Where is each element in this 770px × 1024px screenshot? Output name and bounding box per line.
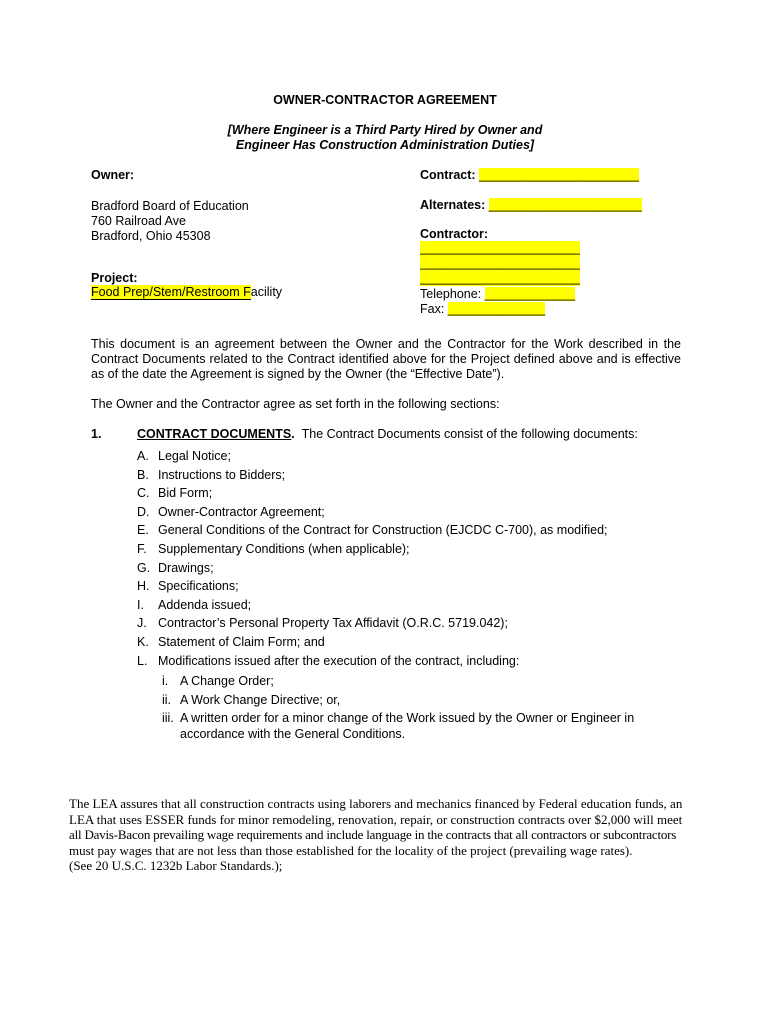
lea-line-2: LEA that uses ESSER funds for minor remodeling, renovation, repair, or construction contracts over $2,000 will meet xyxy=(69,811,683,827)
list-item-marker: C. xyxy=(137,486,150,501)
telephone-row xyxy=(420,287,575,301)
project-name-rest: acility xyxy=(250,285,283,299)
sub-list-item-text: A Change Order; xyxy=(180,674,274,688)
list-item-marker: K. xyxy=(137,635,149,649)
contractor-fields xyxy=(420,241,580,286)
section-heading: CONTRACT DOCUMENTS xyxy=(137,427,292,441)
list-item-marker: L. xyxy=(137,653,148,668)
list-item-text: Modifications issued after the execution of the contract, including: xyxy=(158,653,520,668)
alternates-label: Alternates: xyxy=(420,198,486,212)
contract-field[interactable]: _______________________ xyxy=(479,168,639,182)
list-item xyxy=(137,635,325,650)
list-item-text: Addenda issued; xyxy=(158,597,252,612)
list-item xyxy=(137,486,212,501)
section-intro-text: The Contract Documents consist of the following documents: xyxy=(301,427,638,441)
list-item-text: Contractor’s Personal Property Tax Affidavit (O.R.C. 5719.042); xyxy=(158,616,508,631)
contractor-field-1[interactable]: _______________________ xyxy=(420,241,580,255)
list-item-text: Supplementary Conditions (when applicable); xyxy=(158,542,410,556)
list-item-text: Bid Form; xyxy=(158,486,213,501)
section-number: 1. xyxy=(91,427,102,441)
intro-paragraph: This document is an agreement between the Owner and the Contractor for the Work described in the Contract Documents related to the Contract identified above for the Project defined above and is effective as of the date the Agreement is signed by the Owner (the “Effective Date”). xyxy=(91,337,681,381)
list-item xyxy=(137,561,214,576)
list-item-marker: J. xyxy=(137,616,147,631)
list-item-text: Instructions to Bidders; xyxy=(158,467,286,482)
list-item-marker: D. xyxy=(137,504,150,519)
list-item-text: Specifications; xyxy=(158,579,239,594)
list-item-marker: F. xyxy=(137,542,147,556)
project-name xyxy=(91,285,282,300)
sub-list-item-marker: ii. xyxy=(162,692,172,707)
contractor-label: Contractor: xyxy=(420,227,489,241)
project-label: Project: xyxy=(91,271,138,285)
list-item xyxy=(137,579,239,594)
lea-line-5: (See 20 U.S.C. 1232b Labor Standards.); xyxy=(69,858,283,873)
list-item-marker: E. xyxy=(137,523,149,538)
telephone-label: Telephone: xyxy=(420,287,482,301)
owner-name: Bradford Board of Education xyxy=(91,199,249,213)
list-item xyxy=(137,468,285,483)
subtitle-line-2: Engineer Has Construction Administration Duties] xyxy=(235,138,535,152)
owner-city: Bradford, Ohio 45308 xyxy=(91,229,211,243)
list-item-marker: B. xyxy=(137,467,149,482)
list-item xyxy=(137,542,410,557)
list-item-text: Legal Notice; xyxy=(158,449,231,463)
subitem-continuation: accordance with the General Conditions. xyxy=(180,727,406,741)
project-name-highlighted[interactable]: Food Prep/Stem/Restroom F xyxy=(91,285,251,299)
list-item xyxy=(137,505,325,520)
contract-row xyxy=(420,168,639,182)
sub-list-item-text: A Work Change Directive; or, xyxy=(180,692,341,707)
list-item-text: Drawings; xyxy=(158,560,214,575)
list-item xyxy=(137,598,251,613)
sub-list-item xyxy=(162,693,340,708)
agree-paragraph: The Owner and the Contractor agree as set forth in the following sections: xyxy=(91,397,500,411)
fax-label: Fax: xyxy=(420,302,445,316)
list-item-marker: A. xyxy=(137,449,149,463)
list-item-text: Statement of Claim Form; and xyxy=(158,635,325,649)
subtitle-line-1: [Where Engineer is a Third Party Hired by Owner and xyxy=(227,123,543,137)
telephone-field[interactable]: _____________ xyxy=(484,287,576,301)
list-item-marker: H. xyxy=(137,579,150,594)
contract-label: Contract: xyxy=(420,168,476,182)
section-heading-period: . xyxy=(291,427,295,441)
list-item-text: Owner-Contractor Agreement; xyxy=(158,504,325,519)
sub-list-item xyxy=(162,711,634,726)
sub-list-item-marker: iii. xyxy=(162,711,174,726)
lea-line-3: all Davis-Bacon prevailing wage requirements and include language in the contracts that all contractors or subcontractors xyxy=(69,827,677,842)
list-item xyxy=(137,654,519,669)
lea-line-1: The LEA assures that all construction contracts using laborers and mechanics financed by Federal education funds, an xyxy=(69,796,683,811)
section-heading-row xyxy=(137,427,638,441)
list-item xyxy=(137,616,508,631)
alternates-row xyxy=(420,198,642,212)
contractor-field-3[interactable]: _______________________ xyxy=(420,271,580,285)
list-item xyxy=(137,449,231,464)
document-title: OWNER-CONTRACTOR AGREEMENT xyxy=(273,93,497,107)
lea-line-4: must pay wages that are not less than those established for the locality of the project (prevailing wage rates). xyxy=(69,842,633,858)
alternates-field[interactable]: ______________________ xyxy=(488,198,642,212)
fax-field[interactable]: ______________ xyxy=(447,302,546,316)
list-item-marker: I. xyxy=(137,597,144,612)
fax-row xyxy=(420,302,545,316)
document-subtitle xyxy=(0,123,770,153)
owner-label: Owner: xyxy=(91,168,135,182)
sub-list-item xyxy=(162,674,274,689)
list-item-marker: G. xyxy=(137,560,151,575)
sub-list-item-marker: i. xyxy=(162,674,169,688)
owner-street: 760 Railroad Ave xyxy=(91,214,186,228)
sub-list-item-text: A written order for a minor change of the Work issued by the Owner or Engineer in xyxy=(180,711,635,726)
owner-address xyxy=(91,199,249,244)
list-item-text: General Conditions of the Contract for Construction (EJCDC C-700), as modified; xyxy=(158,523,608,538)
contractor-field-2[interactable]: _______________________ xyxy=(420,256,580,270)
list-item xyxy=(137,523,608,538)
lea-assurance-paragraph xyxy=(69,796,759,874)
